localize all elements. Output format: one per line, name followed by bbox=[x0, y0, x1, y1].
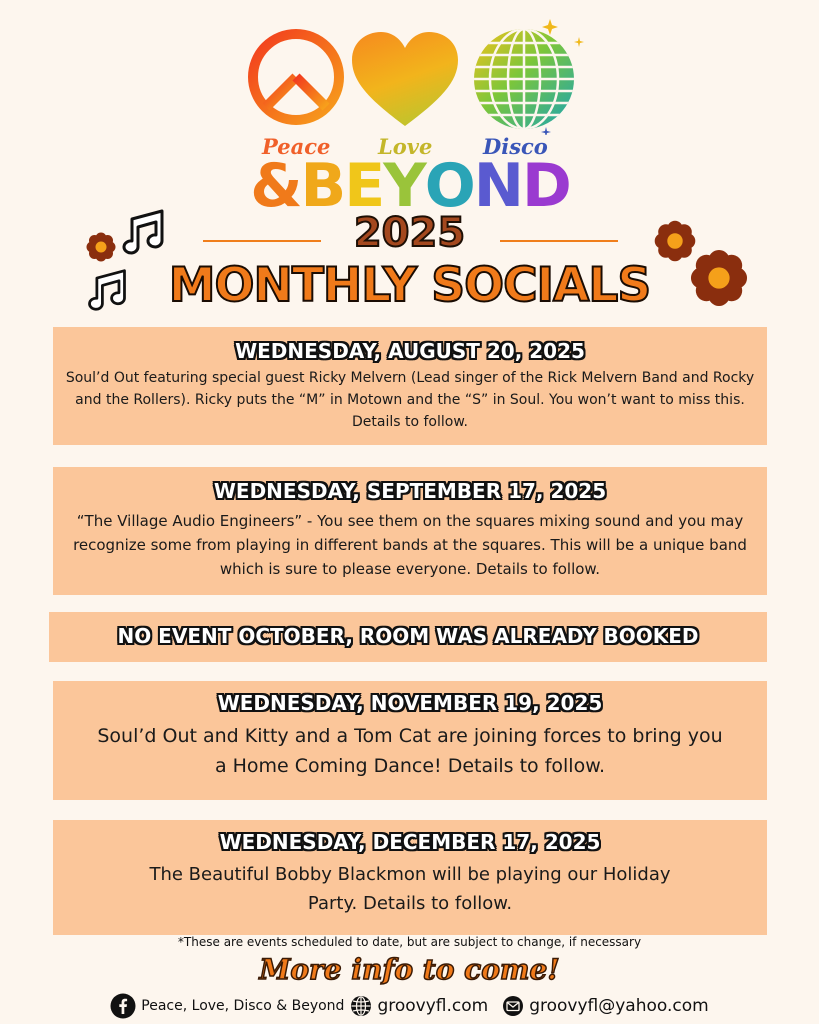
event-description: The Beautiful Bobby Blackmon will be playing our Holiday Party. Details to follow. bbox=[149, 864, 671, 914]
music-note-icon bbox=[84, 267, 130, 313]
event-description: Soul’d Out featuring special guest Ricky Melvern (Lead singer of the Rick Melvern Band and Rocky and the Rollers). Ricky puts the “M” in Motown and the “S” in Soul. You won’t want to miss this. Details to follow. bbox=[65, 370, 755, 430]
event-description: Soul’d Out and Kitty and a Tom Cat are joining forces to bring you a Home Coming Dance! Details to follow. bbox=[97, 725, 723, 777]
logo-beyond-letter: Y bbox=[383, 151, 425, 221]
website-label: groovyfl.com bbox=[377, 996, 489, 1016]
no-event-notice: NO EVENT OCTOBER, ROOM WAS ALREADY BOOKED bbox=[117, 624, 699, 648]
event-date-heading: WEDNESDAY, NOVEMBER 19, 2025 bbox=[217, 691, 603, 715]
facebook-label: Peace, Love, Disco & Beyond bbox=[141, 998, 345, 1014]
disclaimer-text: *These are events scheduled to date, but are subject to change, if necessary bbox=[177, 935, 642, 949]
logo-beyond-letter: O bbox=[424, 151, 474, 221]
more-info-banner: More info to come! bbox=[259, 953, 560, 986]
logo-beyond-letter: D bbox=[521, 151, 570, 221]
event-date-heading: WEDNESDAY, AUGUST 20, 2025 bbox=[235, 339, 585, 363]
flower-icon bbox=[86, 232, 116, 262]
disco-ball-icon bbox=[462, 15, 587, 135]
music-note-icon bbox=[118, 207, 168, 257]
logo-beyond-letter: B bbox=[300, 151, 345, 221]
logo-word-disco: Disco bbox=[483, 134, 548, 159]
event-date-heading: WEDNESDAY, SEPTEMBER 17, 2025 bbox=[213, 479, 607, 503]
email-link[interactable] bbox=[502, 995, 709, 1017]
email-icon bbox=[502, 995, 524, 1017]
facebook-icon bbox=[110, 993, 136, 1019]
email-label: groovyfl@yahoo.com bbox=[529, 996, 709, 1016]
logo-beyond-letter: & bbox=[250, 151, 301, 221]
logo-word-love: Love bbox=[378, 134, 433, 159]
logo-beyond-letter: N bbox=[473, 151, 522, 221]
event-card-september bbox=[53, 467, 767, 595]
facebook-link[interactable] bbox=[110, 993, 344, 1019]
heart-icon bbox=[350, 30, 460, 130]
event-card-december bbox=[53, 820, 767, 935]
contact-footer bbox=[0, 992, 819, 1020]
event-card-october bbox=[49, 612, 767, 662]
page-title: MONTHLY SOCIALS bbox=[168, 258, 651, 313]
globe-icon bbox=[350, 995, 372, 1017]
event-card-november bbox=[53, 681, 767, 800]
website-link[interactable] bbox=[350, 995, 488, 1017]
logo-word-peace: Peace bbox=[262, 134, 331, 159]
flower-icon bbox=[690, 249, 748, 307]
year-heading: 2025 bbox=[353, 210, 466, 256]
event-card-august bbox=[53, 327, 767, 445]
peace-sign-icon bbox=[246, 27, 346, 127]
event-date-heading: WEDNESDAY, DECEMBER 17, 2025 bbox=[219, 830, 601, 854]
event-description: “The Village Audio Engineers” - You see them on the squares mixing sound and you may recognize some from playing in different bands at the squares. This will be a unique band which is sure to please everyone. Details to follow. bbox=[73, 512, 747, 578]
logo-beyond-letter: E bbox=[344, 151, 384, 221]
